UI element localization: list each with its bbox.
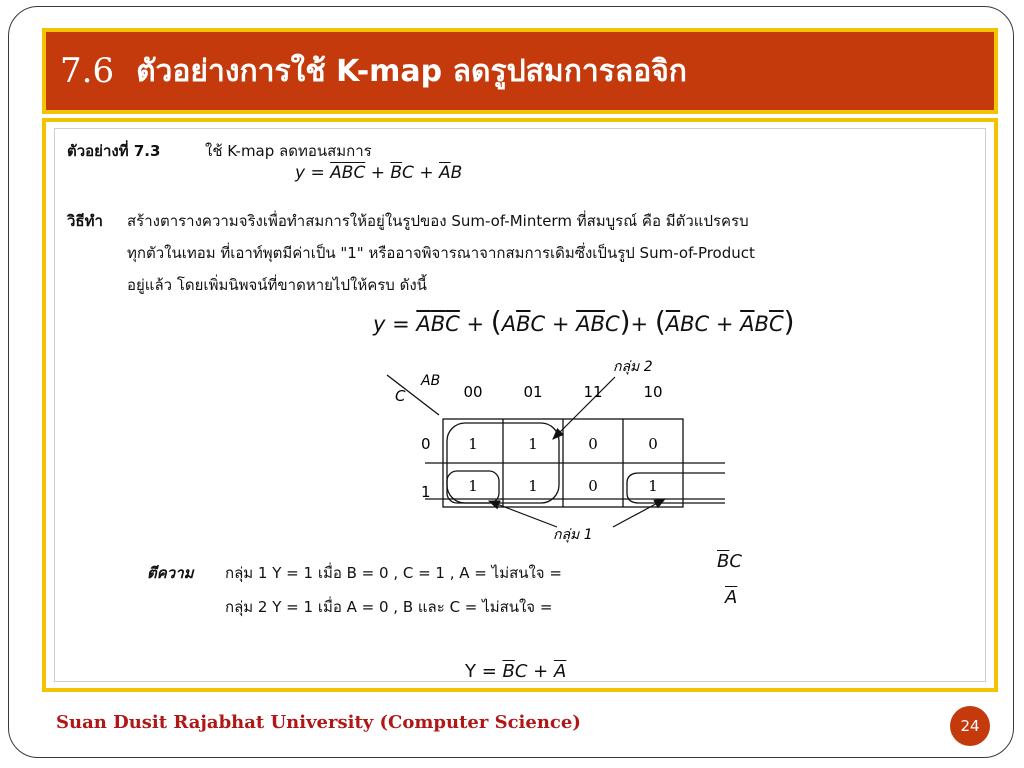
- kmap-cell: 1: [528, 435, 538, 453]
- kmap-diagram: [385, 349, 785, 549]
- example-desc: ใช้ K-map ลดทอนสมการ: [205, 142, 372, 160]
- kmap-cell: 1: [528, 477, 538, 495]
- page-number: 24: [950, 706, 990, 746]
- footer-university: Suan Dusit Rajabhat University (Computer Science): [56, 712, 581, 733]
- slide-title: ตัวอย่างการใช้ K-map ลดรูปสมการลอจิก: [136, 53, 687, 89]
- kmap-row-header: 1: [421, 483, 431, 501]
- interpret-label: ตีความ: [147, 564, 194, 582]
- interpret-group-2: กลุ่ม 2 Y = 1 เมื่อ A = 0 , B และ C = ไม่สนใจ =: [225, 598, 553, 616]
- kmap-cell: 0: [588, 435, 598, 453]
- section-number: 7.6: [60, 51, 115, 91]
- content-box: [42, 118, 998, 692]
- kmap-col-header: 11: [583, 383, 603, 401]
- kmap-col-header: 01: [523, 383, 543, 401]
- method-label: วิธีทำ: [67, 212, 103, 230]
- kmap-cell: 1: [468, 477, 478, 495]
- group-2-label: กลุ่ม 2: [613, 359, 653, 375]
- kmap-col-header: 00: [463, 383, 483, 401]
- group-1-result: $\overline{B}C$: [717, 551, 742, 572]
- example-label: ตัวอย่างที่ 7.3: [67, 142, 161, 160]
- method-line-3: อยู่แล้ว โดยเพิ่มนิพจน์ที่ขาดหายไปให้ครบ ดังนี้: [127, 276, 427, 294]
- kmap-cell: 0: [588, 477, 598, 495]
- kmap-col-var: AB: [421, 373, 441, 389]
- expanded-equation: $y = \overline{A}\overline{B}\overline{C} + (A\overline{B}C + \overline{A}\overline{B}C)+ (\overline{A}BC + \overline{A}B\overline{C})$: [373, 305, 795, 338]
- kmap-row-var: C: [395, 387, 406, 405]
- kmap-row-header: 0: [421, 435, 431, 453]
- content-inner: [54, 128, 986, 682]
- group-1-arrow-left: [489, 501, 557, 527]
- method-line-1: สร้างตารางความจริงเพื่อทำสมการให้อยู่ในรูปของ Sum-of-Minterm ที่สมบูรณ์ คือ มีตัวแปรครบ: [127, 212, 749, 230]
- interpret-group-1: กลุ่ม 1 Y = 1 เมื่อ B = 0 , C = 1 , A = ไม่สนใจ =: [225, 564, 562, 582]
- title-bar: [42, 28, 998, 114]
- final-equation: $Y = \overline{B}C + \overline{A}$: [465, 661, 567, 682]
- group-2-result: $\overline{A}$: [725, 587, 738, 608]
- original-equation: $y = \overline{A}\overline{B}\overline{C} + \overline{B}C + \overline{A}B$: [295, 163, 463, 183]
- kmap-cell: 1: [468, 435, 478, 453]
- kmap-cell: 1: [648, 477, 658, 495]
- kmap-col-header: 10: [643, 383, 663, 401]
- group-1-label: กลุ่ม 1: [553, 527, 593, 543]
- kmap-cell: 0: [648, 435, 658, 453]
- method-line-2: ทุกตัวในเทอม ที่เอาท์พุตมีค่าเป็น "1" หรืออาจพิจารณาจากสมการเดิมซึ่งเป็นรูป Sum-of-Product: [127, 244, 755, 262]
